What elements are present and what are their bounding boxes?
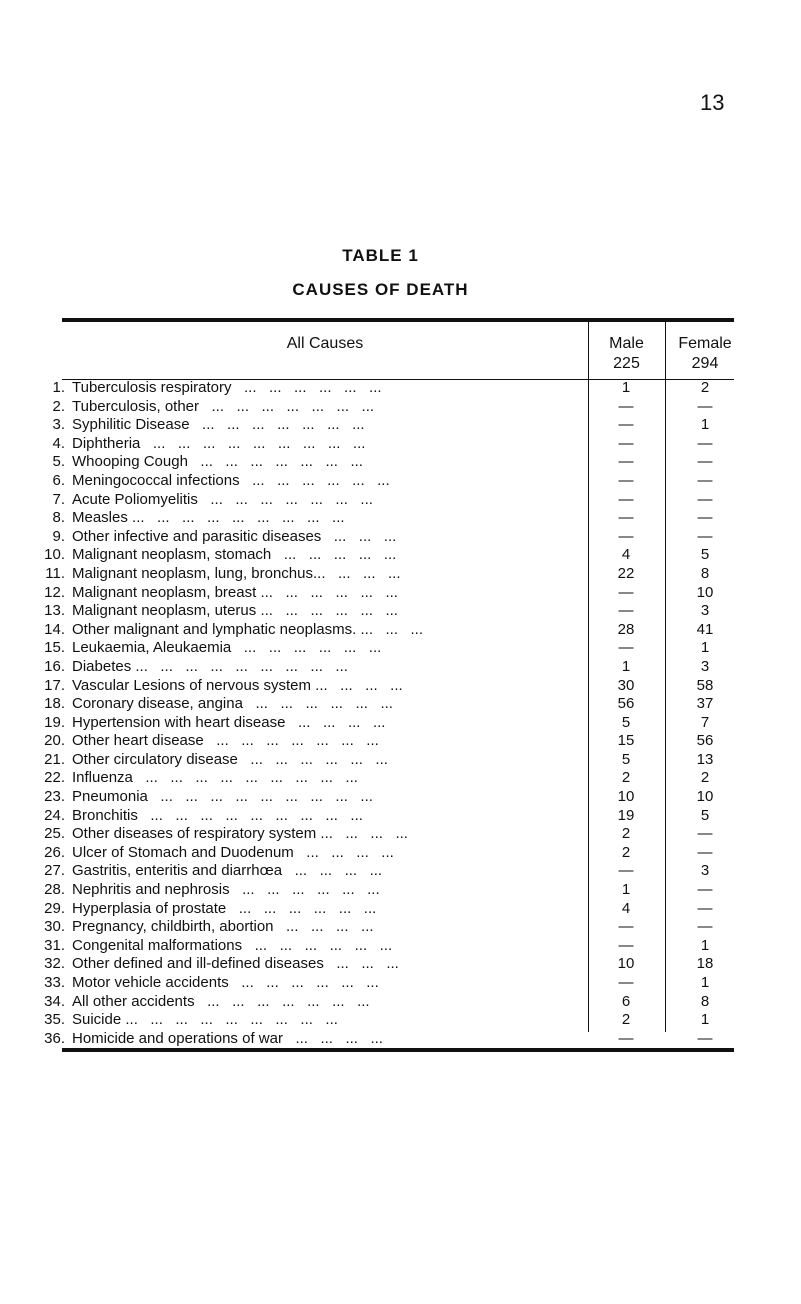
table-row [0, 695, 801, 714]
female-total: 294 [691, 355, 719, 372]
female-count: 5 [700, 546, 710, 564]
row-number: 9. [52, 527, 65, 545]
female-count: 8 [700, 992, 710, 1010]
male-count: — [618, 397, 634, 415]
male-total: 225 [613, 355, 640, 372]
row-number: 7. [52, 490, 65, 508]
table-row [0, 937, 801, 956]
female-count: 1 [700, 974, 710, 991]
row-number: 10. [44, 546, 65, 564]
female-count: 58 [696, 676, 714, 694]
cause-name: Bronchitis ... ... ... ... ... ... ... ... ... [72, 806, 363, 824]
cause-name: Coronary disease, angina ... ... ... ... ... ... [72, 695, 393, 713]
male-count: — [618, 583, 634, 601]
male-count: 10 [617, 788, 635, 806]
female-header [665, 334, 745, 374]
male-count: 1 [621, 657, 631, 675]
row-number: 30. [44, 918, 65, 936]
female-count: 41 [696, 620, 714, 638]
male-count: 6 [621, 992, 631, 1010]
female-count: — [697, 434, 713, 452]
cause-name: All other accidents ... ... ... ... ... ... ... [72, 992, 370, 1010]
male-count: 19 [617, 806, 635, 824]
male-count: 5 [621, 713, 631, 731]
row-number: 23. [44, 788, 65, 806]
row-number: 3. [52, 416, 65, 434]
row-number: 25. [44, 825, 65, 843]
female-count: — [697, 490, 713, 508]
cause-name: Malignant neoplasm, lung, bronchus... ... ... ... [72, 564, 401, 582]
female-count: 7 [700, 713, 710, 731]
cause-name: Meningococcal infections ... ... ... ... ... ... [72, 471, 390, 489]
row-number: 36. [44, 1029, 65, 1047]
table-row [0, 732, 801, 751]
cause-name: Gastritis, enteritis and diarrhœa ... ... ... ... [72, 862, 383, 880]
cause-name: Other defined and ill-defined diseases ... ... ... [72, 955, 399, 973]
table-row [0, 974, 801, 993]
row-number: 2. [52, 397, 65, 415]
table-row [0, 398, 801, 417]
cause-name: Hyperplasia of prostate ... ... ... ... ... ... [72, 899, 377, 917]
female-count: — [697, 453, 713, 471]
table-row [0, 528, 801, 547]
female-count: 13 [696, 750, 714, 768]
table-row [0, 862, 801, 881]
male-count: — [618, 416, 634, 434]
table-row [0, 677, 801, 696]
female-count: 56 [696, 732, 714, 750]
female-count: — [697, 527, 713, 545]
table-row [0, 955, 801, 974]
row-number: 17. [44, 676, 65, 694]
female-count: — [697, 509, 713, 527]
table-row [0, 435, 801, 454]
table-row [0, 751, 801, 770]
male-count: 30 [617, 676, 635, 694]
table-label: TABLE 1 [342, 246, 419, 265]
male-count: 28 [617, 620, 635, 638]
table-row [0, 509, 801, 528]
female-count: 8 [700, 564, 710, 582]
male-count: — [618, 527, 634, 545]
male-count: 2 [621, 825, 631, 843]
row-number: 19. [44, 713, 65, 731]
female-count: — [697, 1029, 713, 1047]
male-count: — [618, 434, 634, 452]
male-count: — [618, 862, 634, 880]
female-count: 10 [696, 788, 714, 806]
table-row [0, 621, 801, 640]
row-number: 28. [44, 881, 65, 899]
male-header [588, 334, 665, 374]
table-row [0, 639, 801, 658]
row-number: 18. [44, 695, 65, 713]
table-row [0, 472, 801, 491]
page-number: 13 [700, 90, 725, 115]
row-number: 12. [44, 583, 65, 601]
female-label: Female [678, 335, 732, 352]
cause-name: Hypertension with heart disease ... ... ... ... [72, 713, 386, 731]
male-count: 10 [617, 955, 635, 973]
top-rule [62, 318, 734, 322]
cause-name: Homicide and operations of war ... ... ... ... [72, 1029, 383, 1047]
male-count: 1 [621, 379, 631, 396]
row-number: 8. [52, 509, 65, 527]
row-number: 11. [45, 564, 65, 582]
male-count: — [618, 490, 634, 508]
cause-name: Malignant neoplasm, breast ... ... ... ... ... ... [72, 583, 398, 601]
row-number: 26. [44, 843, 65, 861]
table-row [0, 769, 801, 788]
female-count: 5 [700, 806, 710, 824]
female-count: — [697, 843, 713, 861]
row-number: 16. [44, 657, 65, 675]
row-number: 29. [44, 899, 65, 917]
female-count: 2 [700, 769, 710, 787]
bottom-rule [62, 1048, 734, 1052]
cause-name: Malignant neoplasm, uterus ... ... ... ... ... ... [72, 602, 398, 620]
table-row [0, 584, 801, 603]
row-number: 15. [44, 639, 65, 657]
table-title: CAUSES OF DEATH [292, 280, 469, 299]
female-count: 1 [700, 1011, 710, 1029]
cause-name: Diphtheria ... ... ... ... ... ... ... ... ... [72, 434, 366, 452]
cause-name: Suicide ... ... ... ... ... ... ... ... ... [72, 1011, 338, 1029]
cause-name: Vascular Lesions of nervous system ... ... ... ... [72, 676, 403, 694]
male-count: — [618, 974, 634, 991]
table-row [0, 881, 801, 900]
row-number: 27. [44, 862, 65, 880]
female-count: 37 [696, 695, 714, 713]
female-count: 1 [700, 416, 710, 434]
row-number: 34. [44, 992, 65, 1010]
cause-name: Malignant neoplasm, stomach ... ... ... ... ... [72, 546, 397, 564]
cause-name: Acute Poliomyelitis ... ... ... ... ... ... ... [72, 490, 373, 508]
cause-name: Pneumonia ... ... ... ... ... ... ... ... ... [72, 788, 373, 806]
cause-name: Syphilitic Disease ... ... ... ... ... ... ... [72, 416, 365, 434]
row-number: 24. [44, 806, 65, 824]
table-row [0, 1011, 801, 1030]
cause-name: Diabetes ... ... ... ... ... ... ... ... ... [72, 657, 348, 675]
row-number: 14. [44, 620, 65, 638]
cause-name: Whooping Cough ... ... ... ... ... ... ... [72, 453, 363, 471]
male-count: — [618, 639, 634, 657]
female-count: — [697, 899, 713, 917]
causes-table-body [0, 379, 801, 1048]
cause-name: Other diseases of respiratory system ... ... ... ... [72, 825, 408, 843]
cause-name: Nephritis and nephrosis ... ... ... ... ... ... [72, 881, 380, 899]
row-number: 22. [44, 769, 65, 787]
cause-name: Tuberculosis respiratory ... ... ... ... ... ... [72, 379, 382, 396]
table-row [0, 546, 801, 565]
table-row [0, 379, 801, 398]
male-count: 56 [617, 695, 635, 713]
all-causes-header: All Causes [286, 335, 364, 352]
male-count: 2 [621, 843, 631, 861]
male-count: 2 [621, 1011, 631, 1029]
cause-name: Other circulatory disease ... ... ... ... ... ... [72, 750, 388, 768]
male-count: — [618, 453, 634, 471]
male-count: 4 [621, 899, 631, 917]
row-number: 35. [44, 1011, 65, 1029]
row-number: 20. [44, 732, 65, 750]
table-row [0, 1030, 801, 1049]
male-count: — [618, 471, 634, 489]
male-count: — [618, 936, 634, 954]
table-row [0, 658, 801, 677]
male-count: 15 [617, 732, 635, 750]
table-row [0, 918, 801, 937]
cause-name: Other heart disease ... ... ... ... ... ... ... [72, 732, 379, 750]
table-row [0, 993, 801, 1012]
cause-name: Measles ... ... ... ... ... ... ... ... ... [72, 509, 345, 527]
female-count: 2 [700, 379, 710, 396]
row-number: 4. [52, 434, 65, 452]
female-count: 18 [696, 955, 714, 973]
male-count: 22 [617, 564, 635, 582]
row-number: 31. [44, 936, 65, 954]
female-count: — [697, 825, 713, 843]
row-number: 33. [44, 974, 65, 991]
table-row [0, 900, 801, 919]
row-number: 6. [52, 471, 65, 489]
cause-name: Tuberculosis, other ... ... ... ... ... ... ... [72, 397, 375, 415]
male-count: 1 [621, 881, 631, 899]
table-row [0, 602, 801, 621]
male-count: 4 [621, 546, 631, 564]
male-count: — [618, 1029, 634, 1047]
cause-name: Influenza ... ... ... ... ... ... ... ... ... [72, 769, 358, 787]
cause-name: Other infective and parasitic diseases ... ... ... [72, 527, 397, 545]
female-count: — [697, 397, 713, 415]
table-row [0, 565, 801, 584]
table-row [0, 453, 801, 472]
table-row [0, 807, 801, 826]
female-count: — [697, 471, 713, 489]
male-count: 5 [621, 750, 631, 768]
male-count: — [618, 918, 634, 936]
table-row [0, 844, 801, 863]
cause-name: Motor vehicle accidents ... ... ... ... ... ... [72, 974, 379, 991]
row-number: 5. [52, 453, 65, 471]
row-number: 21. [44, 750, 65, 768]
table-row [0, 825, 801, 844]
table-row [0, 491, 801, 510]
female-count: 3 [700, 862, 710, 880]
cause-name: Pregnancy, childbirth, abortion ... ... ... ... [72, 918, 374, 936]
female-count: — [697, 918, 713, 936]
cause-name: Leukaemia, Aleukaemia ... ... ... ... ... ... [72, 639, 382, 657]
row-number: 1. [52, 379, 65, 396]
male-count: 2 [621, 769, 631, 787]
table-row [0, 416, 801, 435]
female-count: 1 [700, 639, 710, 657]
male-count: — [618, 509, 634, 527]
cause-name: Ulcer of Stomach and Duodenum ... ... ... ... [72, 843, 394, 861]
female-count: 3 [700, 657, 710, 675]
female-count: 1 [700, 936, 710, 954]
row-number: 32. [44, 955, 65, 973]
cause-name: Other malignant and lymphatic neoplasms. ... ... ... [72, 620, 423, 638]
table-row [0, 788, 801, 807]
female-count: 10 [696, 583, 714, 601]
male-count: — [618, 602, 634, 620]
cause-name: Congenital malformations ... ... ... ... ... ... [72, 936, 393, 954]
male-label: Male [609, 335, 644, 352]
female-count: — [697, 881, 713, 899]
table-row [0, 714, 801, 733]
row-number: 13. [44, 602, 65, 620]
female-count: 3 [700, 602, 710, 620]
